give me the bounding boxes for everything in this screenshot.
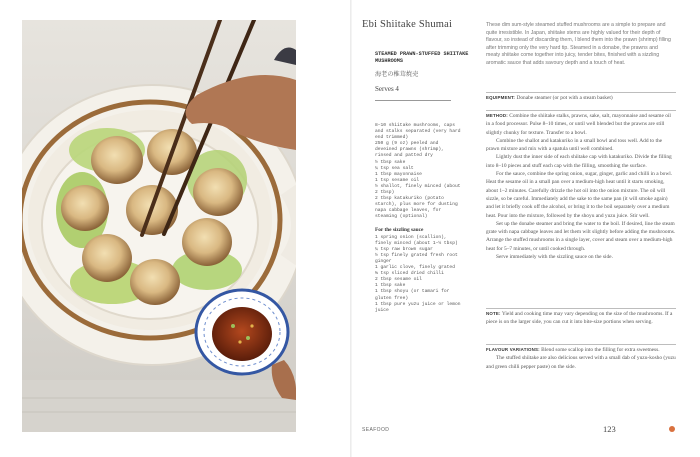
flavour-section: [486, 346, 676, 371]
divider: [486, 110, 676, 111]
equipment-section: [486, 94, 676, 102]
recipe-intro: These dim sum-style steamed stuffed mushrooms are a simple to prepare and quite irresistible. In Japan, shiitake stems are highly valued for their depth of flavour, so instead of discarding them, I blend them into the prawn (shrimp) filling after trimming only the very hard tip. Steamed in a donabe, the prawns and meaty shiitake come together into juicy, tender bites, finished with a sizzling aromatic sauce that adds savoury depth and a touch of heat.: [486, 22, 671, 66]
recipe-japanese-title: 海老の椎茸焼売: [375, 71, 419, 78]
accent-dot: [669, 426, 675, 432]
ingredients-list: [375, 123, 464, 314]
ingredient-item: ½ shallot, finely minced (about 2 tbsp): [375, 183, 464, 196]
flavour-text-2: The stuffed shiitake are also delicious served with a small dab of yuzu-kosho (yuzu and green chilli pepper paste) on the side.: [486, 355, 676, 370]
section-name: SEAFOOD: [362, 427, 390, 433]
sauce-ingredient-item: 1 garlic clove, finely grated: [375, 265, 455, 271]
method-label: METHOD:: [486, 113, 508, 118]
sauce-ingredient-item: ⅛ tsp sliced dried chilli: [375, 271, 444, 277]
shumai-photo-illustration: [22, 20, 296, 432]
ingredient-item: 1 tbsp mayonnaise: [375, 171, 422, 177]
equipment-label: EQUIPMENT:: [486, 95, 516, 100]
equipment-text: Donabe steamer (or pot with a steam basket): [516, 95, 613, 101]
note-label: NOTE:: [486, 311, 501, 316]
method-step: Combine the shiitake stalks, prawns, sake, salt, mayonnaise and sesame oil in a food processor. Pulse 8–10 times, or until well blended but the prawns are still slightly chunky for texture. Transfer to a bowl.: [486, 113, 671, 136]
flavour-label: FLAVOUR VARIATIONS:: [486, 347, 540, 352]
method-step: Serve immediately with the sizzling sauce on the side.: [496, 254, 613, 261]
divider: [486, 344, 676, 345]
divider: [486, 92, 676, 93]
ingredient-item: ½ tbsp sake: [375, 159, 406, 165]
sauce-ingredient-item: 1 tbsp shoyu (or tamari for gluten free): [375, 289, 453, 301]
sauce-ingredient-item: 1 tbsp pure yuzu juice or lemon juice: [375, 301, 464, 313]
ingredient-item: 250 g (9 oz) peeled and deveined prawns (shrimp), rinsed and patted dry: [375, 141, 447, 159]
serves-count: Serves 4: [375, 85, 399, 93]
sauce-ingredient-item: 2 tbsp sesame oil: [375, 277, 422, 283]
method-section: [486, 112, 676, 261]
recipe-subtitle: STEAMED PRAWN-STUFFED SHIITAKE MUSHROOMS: [375, 51, 469, 64]
method-step: For the sauce, combine the spring onion, sugar, ginger, garlic and chilli in a bowl. Heat the sesame oil in a small pan over a medium-high heat until it starts smoking, about 1–2 minutes. Carefully drizzle the hot oil into the onion mixture. The oil will sizzle, so be careful. Immediately add the sake to the same pan (it will smoke again) and let it briefly cook off the alcohol, or bring it to the boil separately over a medium heat. Pour into the mixture, followed by the shoyu and yuzu juice. Stir well.: [486, 171, 673, 219]
flavour-text: Blend some scallop into the filling for extra sweetness.: [541, 347, 660, 353]
sauce-ingredient-item: 1 tbsp sake: [375, 283, 406, 289]
recipe-photo: [22, 20, 296, 432]
method-step: Lightly dust the inner side of each shiitake cap with katakuriko. Divide the filling into 8–10 pieces and stuff each cap with the filling, smoothing the surface.: [486, 154, 672, 169]
ingredient-item: 1 tsp sesame oil: [375, 177, 420, 183]
ingredient-item: napa cabbage leaves, for steaming (optional): [375, 208, 444, 220]
serves-divider: [375, 100, 451, 101]
ingredient-item: 8–10 shiitake mushrooms, caps and stalks separated (very hard end trimmed): [375, 123, 464, 141]
note-section: [486, 310, 676, 327]
ingredient-item: ¼ tsp sea salt: [375, 165, 414, 171]
sauce-ingredient-item: ¼ tsp raw brown sugar: [375, 246, 433, 252]
page-number: 123: [603, 424, 616, 434]
ingredient-item: 2 tbsp katakuriko (potato starch), plus more for dusting: [375, 196, 458, 208]
sauce-ingredient-item: 1 spring onion (scallion), finely minced (about 1–½ tbsp): [375, 234, 458, 246]
sauce-heading: For the sizzling sauce: [375, 226, 424, 233]
recipe-title: Ebi Shiitake Shumai: [362, 19, 453, 30]
note-text: Yield and cooking time may vary depending on the size of the mushrooms. If a piece is on the larger side, you can cut it into bite-size portions when serving.: [486, 311, 673, 326]
sauce-ingredient-item: ½ tsp finely grated fresh root ginger: [375, 252, 461, 264]
method-step: Combine the shallot and katakuriko in a small bowl and toss well. Add to the prawn mixture and mix with a spatula until well combined.: [486, 137, 663, 153]
method-step: Set up the donabe steamer and bring the water to the boil. If desired, line the steam grate with napa cabbage leaves and let them wilt slightly before adding the mushrooms. Arrange the stuffed mushrooms in a single layer, cover and steam over a medium-high heat for 5–7 minutes, or until cooked through.: [486, 220, 676, 252]
book-gutter: [350, 0, 352, 457]
divider: [486, 308, 676, 309]
